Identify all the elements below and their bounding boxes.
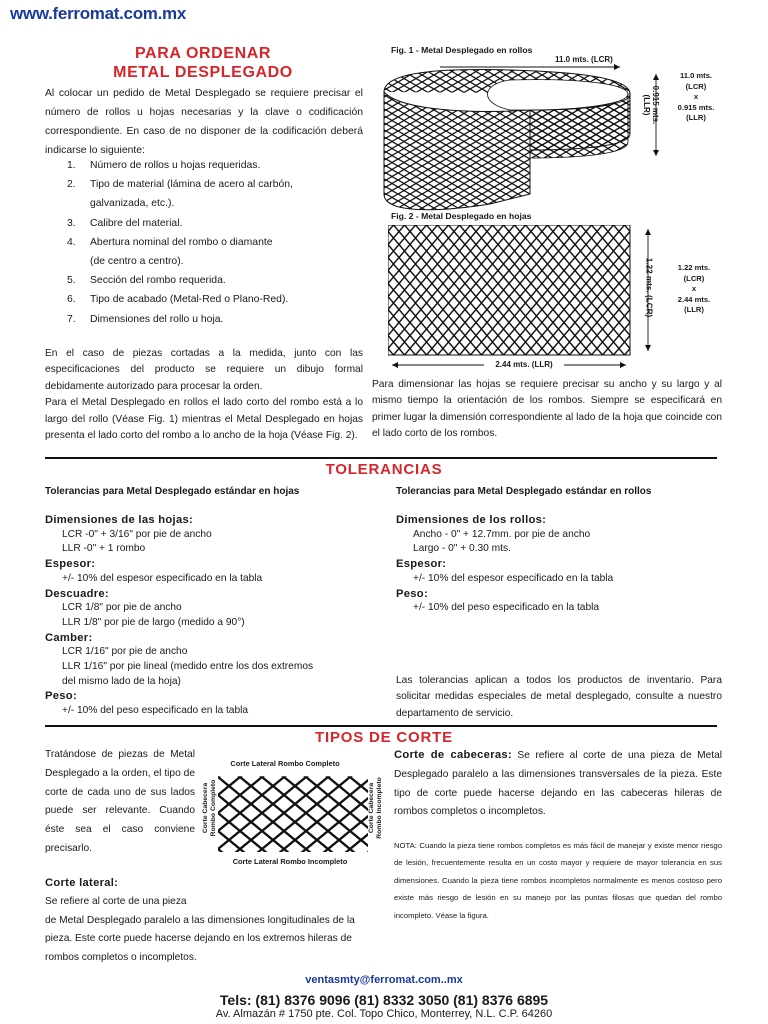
list-item: 4. Abertura nominal del rombo o diamante (de centro a centro). xyxy=(67,236,273,268)
header-cut-title: Corte de cabeceras: xyxy=(394,749,512,761)
order-notes xyxy=(45,346,363,444)
fig2-bottom-dimension: 2.44 mts. (LLR) xyxy=(484,359,564,370)
cut-types-title: TIPOS DE CORTE xyxy=(315,729,453,746)
fig2-size-note: 1.22 mts. (LCR) x 2.44 mts. (LLR) xyxy=(677,263,711,315)
footer-address: Av. Almazán # 1750 pte. Col. Topo Chico, Monterrey, N.L. C.P. 64260 xyxy=(215,1008,553,1020)
cut-types-intro: Tratándose de piezas de Metal Desplegado a la orden, el tipo de corte de cada uno de sus lados puede ser relevante. Cuando éste sea el caso conviene precisarlo. xyxy=(45,749,195,854)
order-requirements-list xyxy=(45,156,363,329)
list-item: 3. Calibre del material. xyxy=(67,217,183,229)
divider xyxy=(45,457,717,459)
fig1-size-note: 11.0 mts. (LCR) x 0.915 mts. (LLR) xyxy=(677,71,715,123)
list-item: 7. Dimensiones del rollo u hoja. xyxy=(67,313,224,325)
lateral-cut-title: Corte lateral: xyxy=(45,877,119,889)
fig1-caption: Fig. 1 - Metal Desplegado en rollos xyxy=(391,45,533,55)
divider xyxy=(45,725,717,727)
fig2-side-dimension: 1.22 mts. (LCR) xyxy=(644,257,654,318)
tolerances-rolls: Dimensiones de los rollos: Ancho - 0" + 12.7mm. por pie de ancho Largo - 0" + 0.30 mts. Espesor: +/- 10% del espesor especificado en la tabla Peso: +/- 10% del peso especificado en la tabla xyxy=(396,514,614,614)
list-item: 6. Tipo de acabado (Metal-Red o Plano-Red). xyxy=(67,294,289,306)
fig2-caption: Fig. 2 - Metal Desplegado en hojas xyxy=(391,211,532,221)
website-url[interactable]: www.ferromat.com.mx xyxy=(10,4,186,23)
fig2-sheet-illustration xyxy=(388,225,663,373)
tolerances-rolls-subtitle: Tolerancias para Metal Desplegado estándar en rollos xyxy=(396,486,652,497)
order-intro: Al colocar un pedido de Metal Desplegado se requiere precisar el número de rollos u hojas necesarias y la clave o codificación correspondiente. En caso de no disponer de la codificación deberá indicarse lo siguiente: xyxy=(45,88,363,157)
footer-email[interactable]: ventasmty@ferromat.com..mx xyxy=(305,974,463,986)
header-cut-section: Corte de cabeceras: Se refiere al corte de una pieza de Metal Desplegado paralelo a las dimensiones transversales de la pieza. Este tipo de corte puede hacerse dejando en las cabeceras hileras de rombos completos o incompletos. xyxy=(394,749,722,818)
cut-note: NOTA: Cuando la pieza tiene rombos completos es más fácil de manejar y existe menor riesgo de lesión, frecuentemente resulta en un costo mayor y requiere de mayor tolerancia en sus dimensiones. Cuando la pieza tiene rombos incompletos normalmente es menos costoso pero existe más riesgo de lesión en su manejo por las puntas filosas que quedan del rombo incompleto. Véase la figura. xyxy=(394,841,722,920)
fig-right-label: Corte Cabecera Rombo Incompleto xyxy=(368,777,383,839)
tolerances-sheets: Dimensiones de las hojas: LCR -0" + 3/16" por pie de ancho LLR -0" + 1 rombo Espesor: +/- 10% del espesor especificado en la tabla Descuadre: LCR 1/8" por pie de ancho LLR 1/8" por pie de largo (medido a 90°) Camber: LCR 1/16" por pie de ancho LLR 1/16" por pie lineal (medido entre los dos extremos del mismo lado de la hoja) Peso: +/- 10% del peso especificado en la tabla xyxy=(45,514,314,717)
footer-phones: Tels: (81) 8376 9096 (81) 8332 3050 (81) 8376 6895 xyxy=(219,992,549,1008)
list-item: 1. Número de rollos u hojas requeridas. xyxy=(67,160,261,171)
rhombus-orientation-paragraph: Para el Metal Desplegado en rollos el lado corto del rombo está a lo largo del rollo (Véase Fig. 1) mientras el Metal Desplegado en hojas presenta el lado corto del rombo a lo ancho de la hoja (Véase Fig. 2). xyxy=(45,397,363,442)
tolerances-sheets-subtitle: Tolerancias para Metal Desplegado estándar en hojas xyxy=(45,486,300,497)
fig1-top-dimension: 11.0 mts. (LCR) xyxy=(555,55,613,64)
order-title xyxy=(45,44,361,82)
sheet-dimension-paragraph: Para dimensionar las hojas se requiere precisar su ancho y su largo y al mismo tiempo la orientación de los rombos. Siempre se especificará en primer lugar la dimensión correspondiente al lado de la hoja que coincide con el lado corto de los rombos. xyxy=(372,379,722,440)
tolerances-title: TOLERANCIAS xyxy=(325,461,443,478)
fig-top-label: Corte Lateral Rombo Completo xyxy=(230,759,340,768)
lateral-cut-section: Corte lateral: Se refiere al corte de una pieza de Metal Desplegado paralelo a las dimensiones longitudinales de la pieza. Este corte puede hacerse dejando en los extremos hileras de rombos completos o incompletos. xyxy=(45,874,378,968)
fig-bottom-label: Corte Lateral Rombo Incompleto xyxy=(232,857,348,866)
list-item: 2. Tipo de material (lámina de acero al carbón, galvanizada, etc.). xyxy=(67,179,293,210)
order-title-line2: METAL DESPLEGADO xyxy=(113,64,293,81)
fig1-roll-illustration xyxy=(380,54,670,214)
order-title-line1: PARA ORDENAR xyxy=(134,45,272,62)
fig-left-label: Corte Cabecera Rombo Completo xyxy=(202,779,217,837)
tolerances-note: Las tolerancias aplican a todos los productos de inventario. Para solicitar medidas especiales de metal desplegado, consulte a nuestro departamento de servicio. xyxy=(396,675,722,719)
cut-types-illustration xyxy=(218,768,378,854)
custom-cut-paragraph: En el caso de piezas cortadas a la medida, junto con las especificaciones del producto se requiere un dibujo formal debidamente autorizado para procesar la orden. xyxy=(45,348,363,392)
fig1-side-dimension: 0.915 mts. (LLR) xyxy=(642,85,660,125)
list-item: 5. Sección del rombo requerida. xyxy=(67,275,226,287)
